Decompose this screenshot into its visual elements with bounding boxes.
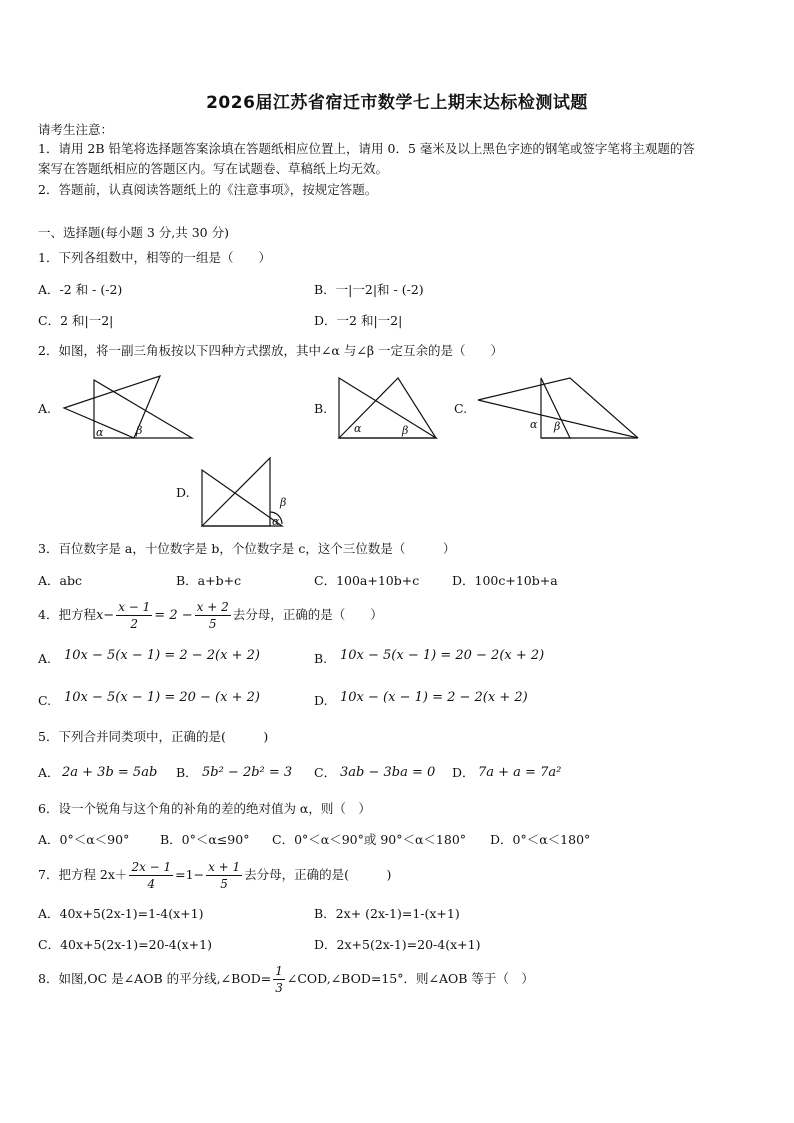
question-2-option-c: C. xyxy=(454,401,468,416)
fraction-1-denominator: 2 xyxy=(130,617,139,631)
question-4-option-c: 10x − 5(x − 1) = 20 − (x + 2) xyxy=(64,690,260,705)
question-7-fraction-1 xyxy=(129,859,173,892)
question-8-fraction xyxy=(273,963,285,996)
question-4-stem xyxy=(38,598,383,633)
question-4-option-b: 10x − 5(x − 1) = 20 − 2(x + 2) xyxy=(340,648,545,663)
question-5-option-a: 2a + 3b = 5ab xyxy=(62,765,158,780)
page-title: 2026届江苏省宿迁市数学七上期末达标检测试题 xyxy=(206,93,588,113)
question-7-option-d: D．2x+5(2x-1)=20-4(x+1) xyxy=(314,937,481,952)
question-7-equals: =1− xyxy=(175,867,205,882)
beta-label-b: β xyxy=(402,424,409,437)
question-8-prefix: 8．如图,OC 是∠AOB 的平分线,∠BOD= xyxy=(38,971,272,986)
question-4-x: x xyxy=(95,608,104,623)
question-6-option-a: A．0°＜α＜90° xyxy=(38,832,130,847)
question-4-option-c-label: C. xyxy=(38,693,52,708)
question-6-option-c: C．0°＜α＜90°或 90°＜α＜180° xyxy=(272,832,467,847)
triangle-a2 xyxy=(94,380,192,438)
figure-option-a xyxy=(60,374,200,444)
alpha-label-b: α xyxy=(354,422,362,435)
question-6-option-b: B．0°＜α≤90° xyxy=(160,832,250,847)
question-4-option-d: 10x − (x − 1) = 2 − 2(x + 2) xyxy=(340,690,528,705)
question-5-option-c-label: C． xyxy=(314,765,337,780)
question-2-option-b: B. xyxy=(314,401,328,416)
question-4-prefix: 4．把方程 xyxy=(38,607,96,622)
notice-item-1-continued: 案写在答题纸相应的答题区内。写在试题卷、草稿纸上均无效。 xyxy=(38,161,389,176)
figure-option-b xyxy=(336,376,446,442)
question-4-minus: − xyxy=(103,608,115,623)
question-7-option-b: B．2x+ (2x-1)=1-(x+1) xyxy=(314,906,460,921)
question-4-fraction-1 xyxy=(116,599,152,632)
question-1-stem: 1．下列各组数中，相等的一组是（ ） xyxy=(38,250,271,265)
question-5-stem: 5．下列合并同类项中，正确的是( ) xyxy=(38,729,269,744)
question-4-option-b-label: B. xyxy=(314,651,328,666)
question-2-stem: 2．如图，将一副三角板按以下四种方式摆放，其中∠α 与∠β 一定互余的是（ ） xyxy=(38,343,504,358)
fraction-2-numerator: x + 2 xyxy=(196,600,229,614)
question-2-option-a: A. xyxy=(38,401,52,416)
question-5-option-d-label: D． xyxy=(452,765,475,780)
question-7-stem xyxy=(38,858,391,892)
fraction-2-numerator: x + 1 xyxy=(208,860,241,874)
fraction-denominator: 3 xyxy=(275,981,283,995)
question-1-option-a: A．-2 和 - (-2) xyxy=(38,282,123,297)
question-5-option-c: 3ab − 3ba = 0 xyxy=(340,765,436,780)
question-5-option-a-label: A． xyxy=(38,765,60,780)
triangle-a1 xyxy=(64,376,160,438)
fraction-numerator: 1 xyxy=(275,964,283,978)
question-3-option-a: A．abc xyxy=(38,573,82,588)
notice-item-2: 2．答题前，认真阅读答题纸上的《注意事项》，按规定答题。 xyxy=(38,182,378,197)
question-4-option-a: 10x − 5(x − 1) = 2 − 2(x + 2) xyxy=(64,648,260,663)
question-4-suffix: 去分母，正确的是（ ） xyxy=(232,607,383,622)
section-title: 一、选择题(每小题 3 分,共 30 分) xyxy=(38,225,229,240)
question-2-option-d: D. xyxy=(176,485,190,500)
question-5-option-b-label: B． xyxy=(176,765,198,780)
question-6-option-d: D．0°＜α＜180° xyxy=(490,832,591,847)
notice-item-1: 1．请用 2B 铅笔将选择题答案涂填在答题纸相应位置上，请用 0．5 毫米及以上黑色字迹的钢笔或签字笔将主观题的答 xyxy=(38,141,695,156)
beta-label-c: β xyxy=(554,420,561,433)
question-1-option-d: D．一2 和|一2| xyxy=(314,313,403,328)
question-5-option-d: 7a + a = 7a² xyxy=(478,765,562,780)
fraction-1-numerator: 2x − 1 xyxy=(131,860,172,874)
question-7-fraction-2 xyxy=(206,859,242,892)
question-1-option-c: C．2 和|一2| xyxy=(38,313,114,328)
fraction-2-denominator: 5 xyxy=(220,877,228,891)
question-8-suffix: ∠COD,∠BOD=15°．则∠AOB 等于（ ） xyxy=(286,971,534,986)
beta-label-d: β xyxy=(280,496,287,509)
figure-option-c xyxy=(476,376,646,442)
fraction-1-numerator: x − 1 xyxy=(118,600,151,614)
question-7-suffix: 去分母，正确的是( ) xyxy=(244,867,392,882)
beta-label-a: β xyxy=(136,424,143,437)
question-4-equals: = 2 − xyxy=(154,608,193,623)
figure-option-d xyxy=(198,456,298,528)
fraction-2-denominator: 5 xyxy=(208,617,217,631)
question-3-option-b: B．a+b+c xyxy=(176,573,242,588)
notice-label: 请考生注意： xyxy=(38,122,114,137)
question-3-stem: 3．百位数字是 a，十位数字是 b，个位数字是 c，这个三位数是（ ） xyxy=(38,541,456,556)
alpha-label-a: α xyxy=(96,426,104,439)
question-4-fraction-2 xyxy=(195,599,231,632)
question-3-option-d: D．100c+10b+a xyxy=(452,573,558,588)
question-6-stem: 6．设一个锐角与这个角的补角的差的绝对值为 α，则（ ） xyxy=(38,801,371,816)
question-8-stem xyxy=(38,962,534,996)
question-4-option-d-label: D. xyxy=(314,693,328,708)
question-7-option-c: C．40x+5(2x-1)=20-4(x+1) xyxy=(38,937,212,952)
question-5-option-b: 5b² − 2b² = 3 xyxy=(202,765,293,780)
question-3-option-c: C．100a+10b+c xyxy=(314,573,420,588)
triangle-d2 xyxy=(202,458,270,526)
question-4-option-a-label: A. xyxy=(38,651,52,666)
alpha-label-c: α xyxy=(530,418,538,431)
alpha-label-d: α xyxy=(272,515,280,528)
question-1-option-b: B．一|一2|和 - (-2) xyxy=(314,282,424,297)
fraction-1-denominator: 4 xyxy=(147,877,156,891)
question-7-option-a: A．40x+5(2x-1)=1-4(x+1) xyxy=(38,906,204,921)
question-7-prefix: 7．把方程 2x＋ xyxy=(38,867,128,882)
